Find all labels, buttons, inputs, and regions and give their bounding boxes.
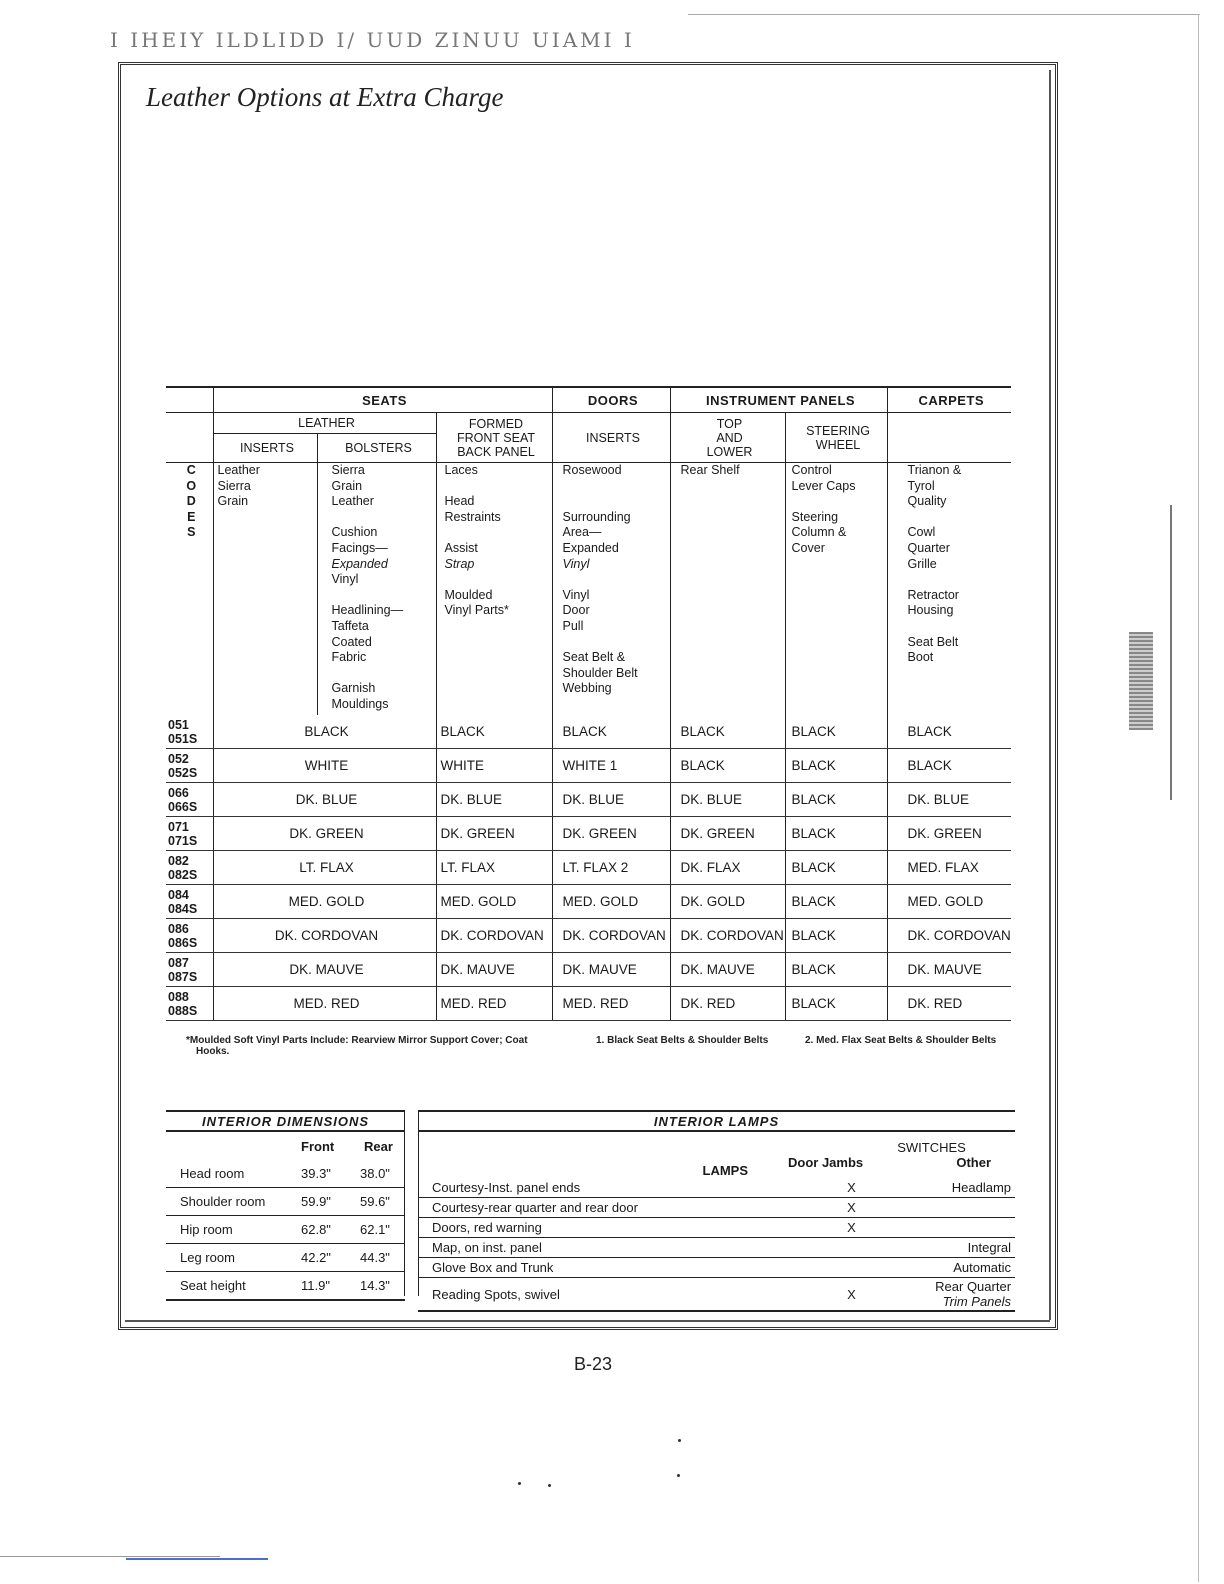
top-lower-description: Rear Shelf [670,463,785,716]
dimension-label: Leg room [166,1244,287,1272]
carpets-color: DK. BLUE [887,783,1011,817]
cut-off-heading: I IHEIY ILDLIDD I/ UUD ZINUU UIAMI I [110,28,635,52]
col-lamps: LAMPS [702,1163,748,1178]
lamp-name: Glove Box and Trunk [418,1258,788,1278]
dimension-rear: 38.0" [346,1160,405,1188]
trim-code: 086 086S [166,919,213,953]
top-lower-color: DK. MAUVE [670,953,785,987]
lamp-door-jamb [788,1238,915,1258]
switches-header: SWITCHES [897,1140,966,1155]
footnote-1: 1. Black Seat Belts & Shoulder Belts [596,1035,769,1046]
header-steering-wheel: STEERING WHEEL [785,413,887,463]
dimension-row [166,1244,405,1272]
carpets-color: DK. CORDOVAN [887,919,1011,953]
dimension-label: Seat height [166,1272,287,1301]
color-row [166,953,1011,987]
carpets-color: DK. RED [887,987,1011,1021]
lamp-other [915,1198,1015,1218]
header-seats: SEATS [213,387,552,413]
header-formed-front-seat-back-panel: FORMED FRONT SEAT BACK PANEL [436,413,552,463]
doors-color: BLACK [552,715,670,749]
header-blank [166,387,213,413]
inserts-description: Leather Sierra Grain [213,463,317,716]
steering-color: BLACK [785,919,887,953]
speck [548,1484,551,1487]
carpets-color: BLACK [887,749,1011,783]
speck [677,1474,680,1477]
dimension-label: Hip room [166,1216,287,1244]
interior-dimensions-table [166,1110,405,1301]
formed-color: DK. CORDOVAN [436,919,552,953]
dimension-label: Shoulder room [166,1188,287,1216]
color-row [166,919,1011,953]
table-border [418,1110,419,1296]
interior-lamps-title: INTERIOR LAMPS [418,1111,1015,1131]
page-number: B-23 [574,1354,613,1374]
lamp-other [915,1218,1015,1238]
formed-color: DK. MAUVE [436,953,552,987]
color-row [166,987,1011,1021]
trim-code: 088 088S [166,987,213,1021]
top-lower-color: DK. GREEN [670,817,785,851]
lamp-other: Headlamp [915,1178,1015,1198]
carpets-description: Trianon & Tyrol Quality Cowl Quarter Grille Retractor Housing Seat Belt Boot [887,463,1011,716]
lamp-row [418,1198,1015,1218]
footnote-2: 2. Med. Flax Seat Belts & Shoulder Belts [805,1035,997,1046]
scan-edge-line [0,1556,220,1557]
header-inserts: INSERTS [213,434,317,463]
color-row [166,715,1011,749]
trim-code: 071 071S [166,817,213,851]
scan-edge-line [688,14,1200,15]
scan-edge-line [126,1558,268,1560]
lamp-row [418,1178,1015,1198]
header-door-inserts: INSERTS [552,413,670,463]
leather-color: DK. GREEN [213,817,436,851]
doors-color: DK. MAUVE [552,953,670,987]
header-leather: LEATHER [213,413,436,434]
steering-color: BLACK [785,749,887,783]
top-lower-color: DK. GOLD [670,885,785,919]
top-lower-color: DK. FLAX [670,851,785,885]
interior-lamps-table [418,1110,1015,1312]
color-row [166,851,1011,885]
frame-rule [125,1320,1050,1322]
dimension-front: 62.8" [287,1216,346,1244]
leather-color: WHITE [213,749,436,783]
carpets-color: DK. GREEN [887,817,1011,851]
top-lower-color: DK. CORDOVAN [670,919,785,953]
header-carpets: CARPETS [887,387,1011,413]
lamp-name: Reading Spots, swivel [418,1278,788,1312]
top-lower-color: BLACK [670,715,785,749]
lamp-row [418,1218,1015,1238]
color-row [166,749,1011,783]
dimension-rear: 59.6" [346,1188,405,1216]
lamp-other: Rear Quarter Trim Panels [915,1278,1015,1312]
dimension-rear: 62.1" [346,1216,405,1244]
lamp-row [418,1278,1015,1312]
trim-codes-table [166,386,1011,1021]
lamp-door-jamb: X [788,1178,915,1198]
scan-edge-line [1198,14,1199,1582]
formed-color: LT. FLAX [436,851,552,885]
trim-code: 066 066S [166,783,213,817]
col-door-jambs: Door Jambs [788,1155,864,1170]
lamp-name: Courtesy-Inst. panel ends [418,1178,788,1198]
header-doors: DOORS [552,387,670,413]
header-bolsters: BOLSTERS [317,434,436,463]
formed-color: MED. RED [436,987,552,1021]
doors-color: LT. FLAX 2 [552,851,670,885]
leather-color: DK. BLUE [213,783,436,817]
scan-artifact [1129,632,1153,730]
doors-color: DK. BLUE [552,783,670,817]
dimension-rear: 14.3" [346,1272,405,1301]
top-lower-color: DK. RED [670,987,785,1021]
doors-color: MED. RED [552,987,670,1021]
color-row [166,885,1011,919]
lamp-door-jamb: X [788,1218,915,1238]
interior-dimensions-title: INTERIOR DIMENSIONS [166,1111,405,1131]
lamp-door-jamb: X [788,1198,915,1218]
formed-color: DK. BLUE [436,783,552,817]
lamp-name: Courtesy-rear quarter and rear door [418,1198,788,1218]
color-row [166,783,1011,817]
top-lower-color: BLACK [670,749,785,783]
leather-color: LT. FLAX [213,851,436,885]
trim-code: 082 082S [166,851,213,885]
dimension-row [166,1188,405,1216]
color-row [166,817,1011,851]
dimension-front: 11.9" [287,1272,346,1301]
carpets-color: MED. GOLD [887,885,1011,919]
header-instrument-panels: INSTRUMENT PANELS [670,387,887,413]
lamp-name: Map, on inst. panel [418,1238,788,1258]
formed-color: BLACK [436,715,552,749]
lamp-rows [418,1178,1015,1311]
steering-color: BLACK [785,851,887,885]
lamp-door-jamb: X [788,1278,915,1312]
doors-color: MED. GOLD [552,885,670,919]
speck [518,1482,521,1485]
steering-color: BLACK [785,783,887,817]
col-rear: Rear [364,1138,393,1154]
doors-color: WHITE 1 [552,749,670,783]
steering-color: BLACK [785,817,887,851]
col-other: Other [956,1155,992,1170]
dimension-front: 39.3" [287,1160,346,1188]
formed-color: DK. GREEN [436,817,552,851]
doors-color: DK. CORDOVAN [552,919,670,953]
lamp-name: Doors, red warning [418,1218,788,1238]
bolsters-description: Sierra Grain Leather Cushion Facings— Expanded Vinyl Headlining— Taffeta Coated Fabric Garnish Mouldings [317,463,436,716]
lamp-other: Automatic [915,1258,1015,1278]
dimension-row [166,1272,405,1301]
dimension-row [166,1216,405,1244]
leather-color: MED. RED [213,987,436,1021]
steering-color: BLACK [785,987,887,1021]
leather-color: MED. GOLD [213,885,436,919]
top-lower-color: DK. BLUE [670,783,785,817]
trim-code: 051 051S [166,715,213,749]
lamp-row [418,1238,1015,1258]
trim-code: 087 087S [166,953,213,987]
codes-vertical-label: C O D E S [186,463,197,540]
carpets-color: MED. FLAX [887,851,1011,885]
trim-code: 052 052S [166,749,213,783]
steering-description: Control Lever Caps Steering Column & Cover [785,463,887,716]
formed-color: WHITE [436,749,552,783]
scan-artifact [1170,505,1172,800]
dimension-label: Head room [166,1160,287,1188]
steering-color: BLACK [785,885,887,919]
steering-color: BLACK [785,715,887,749]
color-rows [166,715,1011,1021]
dimension-rows [166,1160,405,1300]
lamp-row [418,1258,1015,1278]
dimension-row [166,1160,405,1188]
lamp-other: Integral [915,1238,1015,1258]
leather-color: DK. MAUVE [213,953,436,987]
steering-color: BLACK [785,953,887,987]
lamp-door-jamb [788,1258,915,1278]
carpets-color: BLACK [887,715,1011,749]
leather-color: BLACK [213,715,436,749]
leather-color: DK. CORDOVAN [213,919,436,953]
footnote-moulded-parts: *Moulded Soft Vinyl Parts Include: Rearview Mirror Support Cover; Coat Hooks. [186,1035,528,1057]
frame-rule [1049,70,1051,1320]
doors-color: DK. GREEN [552,817,670,851]
formed-color: MED. GOLD [436,885,552,919]
formed-description: Laces Head Restraints Assist Strap Moulded Vinyl Parts* [436,463,552,716]
dimension-front: 59.9" [287,1188,346,1216]
dimension-rear: 44.3" [346,1244,405,1272]
carpets-color: DK. MAUVE [887,953,1011,987]
speck [678,1439,681,1442]
header-top-and-lower: TOP AND LOWER [670,413,785,463]
page-title: Leather Options at Extra Charge [146,82,504,112]
table-border [404,1110,405,1296]
col-front: Front [301,1138,335,1154]
doors-description: Rosewood Surrounding Area— Expanded Vinyl Vinyl Door Pull Seat Belt & Shoulder Belt Webbing [552,463,670,716]
trim-code: 084 084S [166,885,213,919]
dimension-front: 42.2" [287,1244,346,1272]
